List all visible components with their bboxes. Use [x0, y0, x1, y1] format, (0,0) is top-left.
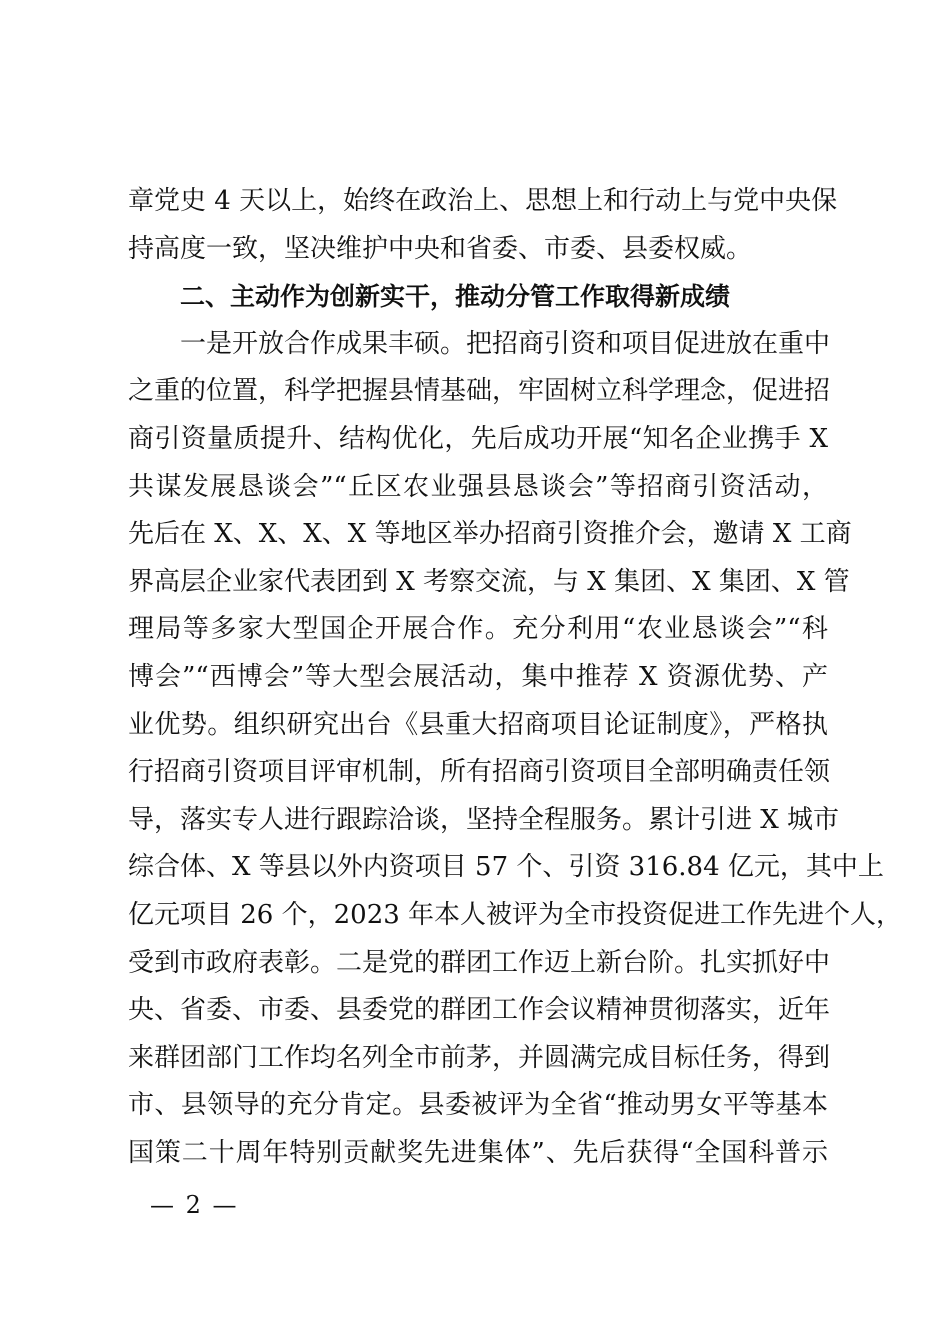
page-number: — 2 —	[150, 1191, 239, 1219]
section-heading: 二、主动作为创新实干，推动分管工作取得新成绩	[180, 282, 731, 312]
body-line-20: 市、县领导的充分肯定。县委被评为全省“推动男女平等基本	[128, 1090, 828, 1121]
body-line-13: 行招商引资项目评审机制，所有招商引资项目全部明确责任领	[128, 757, 831, 788]
body-line-12: 业优势。组织研究出台《县重大招商项目论证制度》，严格执	[128, 709, 828, 740]
body-line-14: 导，落实专人进行跟踪洽谈，坚持全程服务。累计引进 X 城市	[128, 804, 840, 835]
body-line-16: 亿元项目 26 个，2023 年本人被评为全市投资促进工作先进个人，	[128, 899, 903, 930]
body-line-19: 来群团部门工作均名列全市前茅，并圆满完成目标任务，得到	[128, 1042, 831, 1073]
body-line-21: 国策二十周年特别贡献奖先进集体”、先后获得“全国科普示	[128, 1137, 828, 1168]
body-line-6: 商引资量质提升、结构优化，先后成功开展“知名企业携手 X	[128, 423, 828, 454]
document-body	[128, 178, 903, 1177]
body-line-9: 界高层企业家代表团到 X 考察交流，与 X 集团、X 集团、X 管	[128, 566, 850, 597]
body-line-11: 博会”“西博会”等大型会展活动，集中推荐 X 资源优势、产	[128, 661, 828, 692]
body-line-8: 先后在 X、X、X、X 等地区举办招商引资推介会，邀请 X 工商	[128, 519, 852, 550]
body-line-2: 持高度一致，坚决维护中央和省委、市委、县委权威。	[128, 233, 753, 264]
body-line-5: 之重的位置，科学把握县情基础，牢固树立科学理念，促进招	[128, 376, 831, 407]
body-line-15: 综合体、X 等县以外内资项目 57 个、引资 316.84 亿元，其中上	[128, 852, 884, 883]
body-line-4: 一是开放合作成果丰硕。把招商引资和项目促进放在重中	[180, 328, 831, 359]
body-line-18: 央、省委、市委、县委党的群团工作会议精神贯彻落实，近年	[128, 995, 831, 1026]
body-line-17: 受到市政府表彰。二是党的群团工作迈上新台阶。扎实抓好中	[128, 947, 831, 978]
body-line-1: 章党史 4 天以上，始终在政治上、思想上和行动上与党中央保	[128, 186, 838, 216]
body-line-10: 理局等多家大型国企开展合作。充分利用“农业恳谈会”“科	[128, 614, 828, 645]
body-line-7: 共谋发展恳谈会”“丘区农业强县恳谈会”等招商引资活动，	[128, 471, 828, 502]
